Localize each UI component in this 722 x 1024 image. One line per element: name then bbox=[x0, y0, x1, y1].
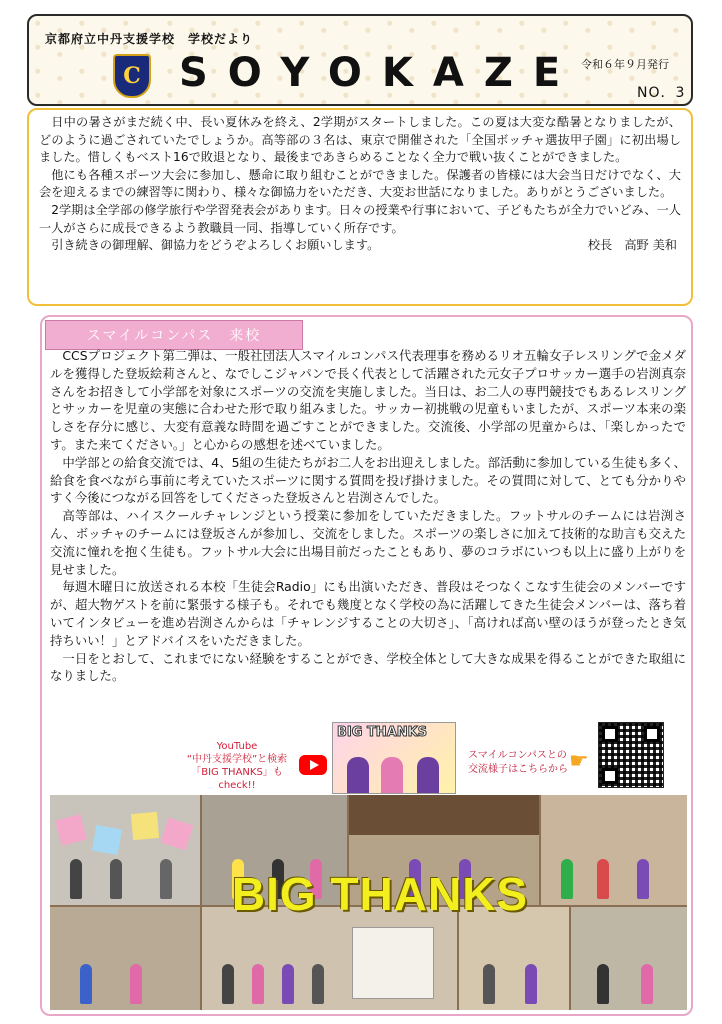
section-paragraph: 中学部との給食交流では、4、5組の生徒たちがお二人をお出迎えしました。部活動に参加している生徒も多く、給食を食べながら事前に考えていたスポーツに関する質問を投げ掛けました。その質問に対して、とても分かりやすく今後につながる回答をしてくださった登坂さんと岩渕さんでした。 bbox=[50, 454, 686, 506]
photo-classroom bbox=[571, 907, 687, 1010]
collab-line: 交流様子はこちらから bbox=[468, 764, 568, 775]
sign-prop bbox=[92, 825, 122, 855]
video-thumbnail[interactable] bbox=[332, 722, 456, 794]
issue-number: NO．3 bbox=[637, 85, 686, 101]
person bbox=[637, 859, 649, 899]
thumbnail-person bbox=[417, 757, 439, 793]
calligraphy-sheet bbox=[352, 927, 434, 999]
youtube-line: 「BIG THANKS」もcheck!! bbox=[191, 767, 283, 791]
person bbox=[597, 859, 609, 899]
qr-code[interactable] bbox=[598, 722, 664, 788]
section-paragraph: 一日をとおして、これまでにない経験をすることができ、学校全体として大きな成果を得ることができた取組になりました。 bbox=[50, 650, 686, 684]
person bbox=[80, 964, 92, 1004]
thumbnail-person bbox=[381, 757, 403, 793]
photo-group bbox=[202, 907, 457, 1010]
youtube-search-note bbox=[177, 740, 297, 792]
school-name: 京都府立中丹支援学校 学校だより bbox=[45, 32, 254, 46]
person bbox=[70, 859, 82, 899]
masthead-title: SOYOKAZE bbox=[179, 50, 581, 96]
sign-prop bbox=[131, 812, 159, 840]
section-body bbox=[50, 347, 686, 685]
person bbox=[130, 964, 142, 1004]
school-emblem-icon bbox=[113, 54, 151, 98]
thumbnail-person bbox=[347, 757, 369, 793]
newsletter-header bbox=[27, 14, 693, 106]
person bbox=[525, 964, 537, 1004]
youtube-line: YouTube bbox=[216, 741, 258, 752]
photo-gym-play bbox=[50, 907, 200, 1010]
person bbox=[597, 964, 609, 1004]
intro-paragraph: 他にも各種スポーツ大会に参加し、懸命に取り組むことができました。保護者の皆様には大会当日だけでなく、大会を迎えるまでの練習等に関わり、様々な御協力をいただき、大変お世話になりました。ありがとうございました。 bbox=[39, 167, 681, 200]
photo-collage bbox=[50, 795, 687, 1010]
collage-caption: BIG THANKS bbox=[231, 868, 529, 920]
emblem-letter: C bbox=[123, 63, 141, 89]
smile-compass-section bbox=[40, 315, 693, 1016]
principal-message bbox=[27, 108, 693, 306]
person bbox=[312, 964, 324, 1004]
pointing-hand-icon: ☛ bbox=[569, 749, 589, 774]
youtube-line: “中丹支援学校”と検索 bbox=[186, 754, 288, 765]
intro-paragraph: 2学期は全学部の修学旅行や学習発表会があります。日々の授業や行事において、子どもたちが全力でいどみ、一人一人がさらに成長できるよう教職員一同、指導していく所存です。 bbox=[39, 202, 681, 235]
sign-prop bbox=[55, 814, 87, 846]
qr-finder-icon bbox=[644, 726, 660, 742]
person bbox=[641, 964, 653, 1004]
sign-prop bbox=[161, 818, 194, 851]
intro-closing: 引き続きの御理解、御協力をどうぞよろしくお願いします。 bbox=[51, 238, 380, 253]
intro-paragraph: 日中の暑さがまだ続く中、長い夏休みを終え、2学期がスタートしました。この夏は大変な酷暑となりましたが、どのように過ごされていたでしょうか。高等部の３名は、東京で開催された「全国ボッチャ選抜甲子園」に初出場しました。惜しくもベスト16で敗退となり、最後まであきらめることなく全力で戦い抜くことができました。 bbox=[39, 115, 681, 165]
collab-note bbox=[468, 749, 568, 777]
principal-signature: 校長 高野 美和 bbox=[587, 238, 677, 253]
youtube-play-icon[interactable] bbox=[299, 755, 327, 775]
section-paragraph: 毎週木曜日に放送される本校「生徒会Radio」にも出演いただき、普段はそつなくこなす生徒会のメンバーですが、超大物ゲストを前に緊張する様子も。それでも幾度となく学校の為に活躍してきた生徒会メンバーは、落ち着いてインタビューを進め岩渕さんからは「チャレンジすることの大切さ」、「高ければ高い壁のほうが登ったとき気持ちいい！」とアドバイスをいただきました。 bbox=[50, 579, 686, 648]
person bbox=[110, 859, 122, 899]
intro-paragraph bbox=[39, 237, 681, 255]
photo-wrestling-signs bbox=[50, 795, 200, 905]
thumbnail-title: BIG THANKS bbox=[337, 725, 428, 740]
section-paragraph: CCSプロジェクト第二弾は、一般社団法人スマイルコンパス代表理事を務めるリオ五輪女子レスリングで金メダルを獲得した登坂絵莉さんと、なでしこジャパンで長く代表として活躍された元女子プロサッカー選手の岩渕真奈さんをお招きして小学部を対象にスポーツの交流を実施しました。当日は、お二人の専門競技でもあるレスリングとサッカーを児童の実態に合わせた形で取り組みました。サッカー初挑戦の児童もいましたが、スポーツ本来の楽しさを存分に感じ、大変有意義な時間を過ごすことができました。交流後、小学部の児童からは、「楽しかったです。また来てください。」と心からの感想を述べていました。 bbox=[50, 348, 686, 452]
photo-lunch bbox=[459, 907, 569, 1010]
issue-date: 令和６年９月発行 bbox=[581, 58, 669, 71]
person bbox=[483, 964, 495, 1004]
person bbox=[282, 964, 294, 1004]
qr-finder-icon bbox=[602, 768, 618, 784]
qr-finder-icon bbox=[602, 726, 618, 742]
stage-wall bbox=[349, 795, 539, 835]
person bbox=[252, 964, 264, 1004]
section-title: スマイルコンパス 来校 bbox=[45, 320, 303, 350]
person bbox=[160, 859, 172, 899]
collab-line: スマイルコンパスとの bbox=[468, 750, 567, 761]
person bbox=[222, 964, 234, 1004]
section-paragraph: 高等部は、ハイスクールチャレンジという授業に参加をしていただきました。フットサルのチームには岩渕さん、ボッチャのチームには登坂さんが参加し、交流をしました。スポーツの楽しさに加えて技術的な助言も交えた交流に憧れを抱く生徒も。フットサル大会に出場目前だったこともあり、夢のコラボにいつも以上に盛り上がりを見せました。 bbox=[50, 508, 686, 577]
